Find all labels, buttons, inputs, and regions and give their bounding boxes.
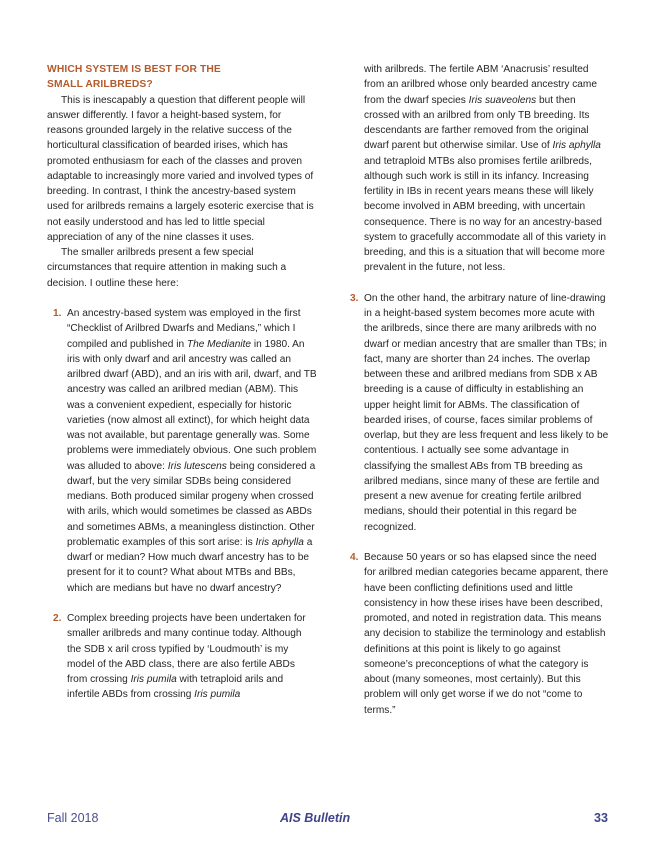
- right-column: [344, 62, 609, 718]
- list-item-text: On the other hand, the arbitrary nature of line-drawing in a height-based system becomes more acute with the arilbreds, since there are many arilbreds with no dwarf or median ancestry that are smaller than TBs; in fact, many are shorter than 24 inches. The overlap between these and arilbred medians from SDB x AB breeding is a cause of difficulty in establishing an upper height limit for ABMs. The classification of bearded irises, of course, faces similar problems of overlap, but they are less frequent and less likely to be contentious. I actually see some advantage in classifying the smallest ABs from TB breeding as arilbred medians, since many of these are fertile and present a new avenue for creating fertile arilbred medians, should their potential in this regard be recognized.: [364, 292, 609, 533]
- footer-publication-title: AIS Bulletin: [280, 811, 351, 825]
- list-number: 1.: [53, 308, 62, 319]
- list-number: 3.: [350, 292, 359, 304]
- list-item-1: [47, 306, 317, 596]
- list-item-text: Because 50 years or so has elapsed since the need for arilbred median categories became apparent, there have been conflicting definitions used and little consistency in how these irises have been described, promoted, and noted in registration data. This means any decision to stabilize the terminology and establish definitions at this point is likely to go against someone’s preconceptions of what the category is about (many someones, most certainly). But this problem will only get worse if we do not “come to terms.”: [364, 552, 609, 716]
- list-item-text: Complex breeding projects have been undertaken for smaller arilbreds and many continue today. Although the SDB x aril cross typified by ‘Loudmouth’ is my model of the ABD class, there are also fertile ABDs from crossing Iris pumila with tetraploid arils and infertile ABDs from crossing Iris pumila: [67, 613, 306, 701]
- list-item-2-continued: [344, 62, 609, 276]
- list-number: 4.: [350, 552, 359, 563]
- left-column: [47, 62, 317, 703]
- list-item-2: [47, 611, 317, 703]
- footer-issue-date: Fall 2018: [47, 811, 99, 825]
- heading-line-2: SMALL ARILBREDS?: [47, 79, 153, 91]
- list-item-4: [344, 550, 609, 718]
- list-item-text: with arilbreds. The fertile ABM ‘Anacrusis’ resulted from an arilbred whose only bearded ancestry came from the dwarf species Iris suaveolens but then crossed with an arilbred from only TB breeding. Its descendants are farther removed from the original dwarf parent but otherwise similar. Use of Iris aphylla and tetraploid MTBs also promises fertile arilbreds, although such work is still in its infancy. Increasing fertility in IBs in recent years means these will likely become involved in ABM breeding, with uncertain consequence. There is no way for an ancestry-based system to gracefully accommodate all of this variety in breeding, and this is a situation that will become more prevalent in the future, not less.: [364, 64, 606, 274]
- intro-paragraph-1: This is inescapably a question that different people will answer differently. I favor a height-based system, for reasons grounded largely in the relative success of the horticultural classification of bearded irises, which has promoted enthusiasm for each of the classes and proven adaptable to increasingly more varied and involved types of breeding. In contrast, I think the ancestry-based system used for arilbreds remains a largely esoteric exercise that is not easily understood and has led to little special appreciation of any of the nine classes it uses.: [47, 94, 314, 243]
- list-item-3: [344, 291, 609, 535]
- section-heading: [47, 62, 317, 93]
- page-number: 33: [594, 811, 608, 825]
- intro-paragraph-2: The smaller arilbreds present a few special circumstances that require attention in making such a decision. I outline these here:: [47, 247, 287, 289]
- list-number: 2.: [53, 613, 62, 624]
- heading-line-1: WHICH SYSTEM IS BEST FOR THE: [47, 64, 221, 75]
- list-item-text: An ancestry-based system was employed in the first “Checklist of Arilbred Dwarfs and Medians,” which I compiled and published in The Medianite in 1980. An iris with only dwarf and aril ancestry was called an arilbred dwarf (ABD), and an iris with aril, dwarf, and TB ancestry was called an arilbred median (ABM). This was a convenient expedient, especially for historic varieties (now almost all extinct), for which height data was not available, but parentage generally was. Some problems were immediately obvious. One such problem was alluded to above: Iris lutescens being considered a dwarf, but the very similar SDBs being considered medians. Both produced similar progeny when crossed with arils, which would sometimes be classed as ABDs and sometimes ABMs, a meaningless distinction. Other problematic examples of this sort arise: is Iris aphylla a dwarf or median? How much dwarf ancestry has to be present for it to count? What about MTBs and BBs, which are medians but have no dwarf ancestry?: [67, 308, 317, 594]
